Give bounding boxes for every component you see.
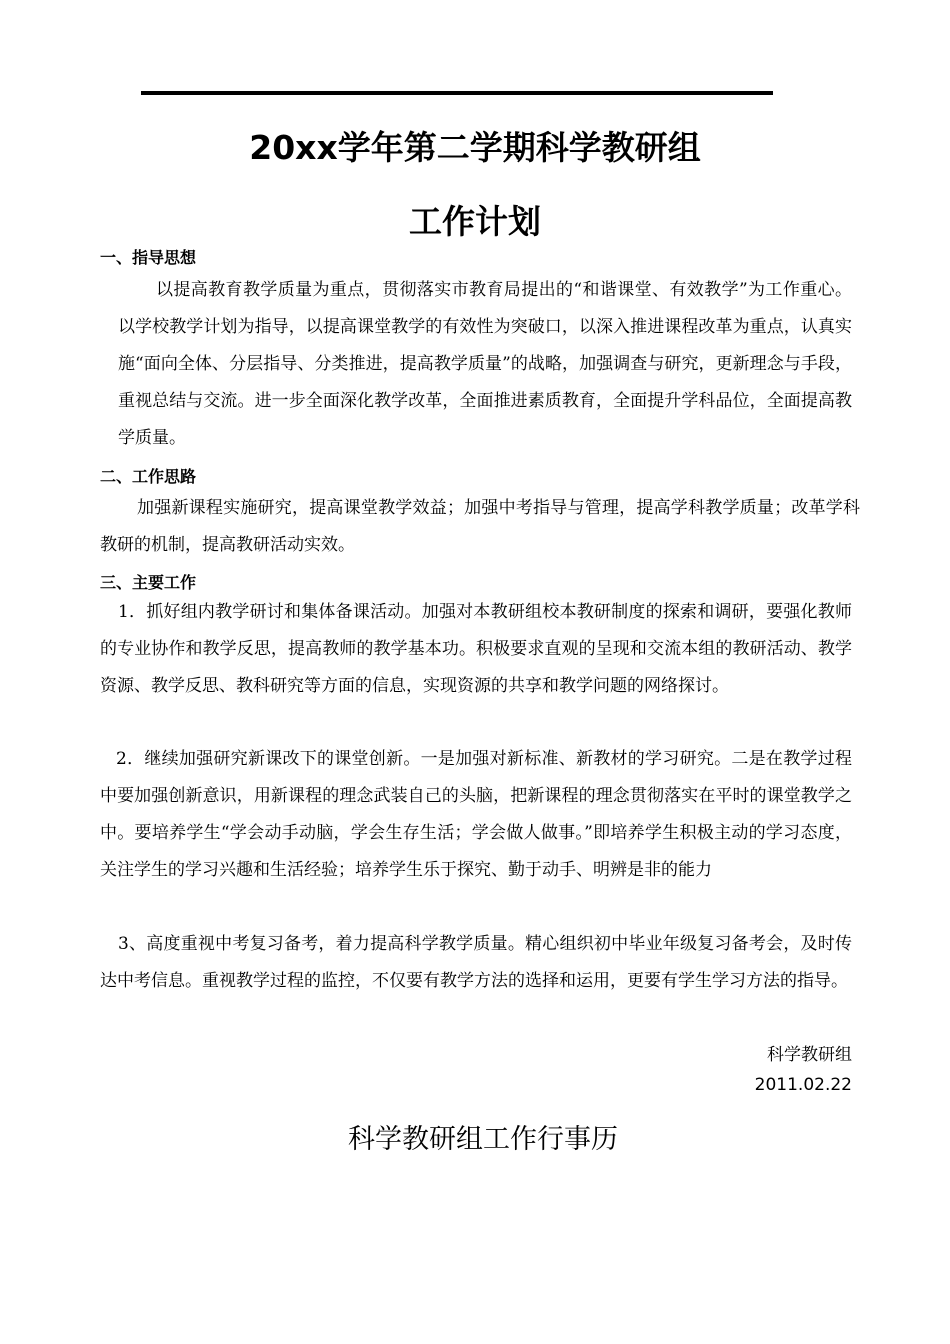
section-paragraph: 以提高教育教学质量为重点，贯彻落实市教育局提出的“和谐课堂、有效教学”为工作重心。以学校教学计划为指导，以提高课堂教学的有效性为突破口，以深入推进课程改革为重点，认真实施“面向全体、分层指导、分类推进，提高教学质量”的战略，加强调查与研究，更新理念与手段，重视总结与交流。进一步全面深化教学改革，全面推进素质教育，全面提升学科品位，全面提高教学质量。 xyxy=(118,280,852,448)
work-item-2: 2．继续加强研究新课改下的课堂创新。一是加强对新标准、新教材的学习研究。二是在教学过程中要加强创新意识，用新课程的理念武装自己的头脑，把新课程的理念贯彻落实在平时的课堂教学之中。要培养学生“学会动手动脑，学会生存生活；学会做人做事。”即培养学生积极主动的学习态度，关注学生的学习兴趣和生活经验；培养学生乐于探究、勤于动手、明辨是非的能力 xyxy=(100,749,852,880)
section-heading-guiding-ideology: 一、指导思想 xyxy=(100,248,197,267)
document-date: 2011.02.22 xyxy=(754,1075,852,1095)
top-rule xyxy=(141,91,773,95)
section-heading-work-approach: 二、工作思路 xyxy=(100,467,197,486)
signature: 科学教研组 xyxy=(767,1045,852,1065)
work-item-1: 1．抓好组内教学研讨和集体备课活动。加强对本教研组校本教研制度的探索和调研，要强化教师的专业协作和教学反思，提高教师的教学基本功。积极要求直观的呈现和交流本组的教研活动、教学资源、教学反思、教科研究等方面的信息，实现资源的共享和教学问题的网络探讨。 xyxy=(100,602,852,696)
work-item-3: 3、高度重视中考复习备考，着力提高科学教学质量。精心组织初中毕业年级复习备考会，及时传达中考信息。重视教学过程的监控，不仅要有教学方法的选择和运用，更要有学生学习方法的指导。 xyxy=(100,934,852,991)
calendar-title: 科学教研组工作行事历 xyxy=(348,1124,618,1155)
section-heading-main-work: 三、主要工作 xyxy=(100,573,197,592)
section-paragraph: 加强新课程实施研究，提高课堂教学效益；加强中考指导与管理，提高学科教学质量；改革学科教研的机制，提高教研活动实效。 xyxy=(100,498,860,555)
document-title-line2: 工作计划 xyxy=(409,202,541,241)
document-title: 20xx学年第二学期科学教研组 xyxy=(249,128,701,167)
